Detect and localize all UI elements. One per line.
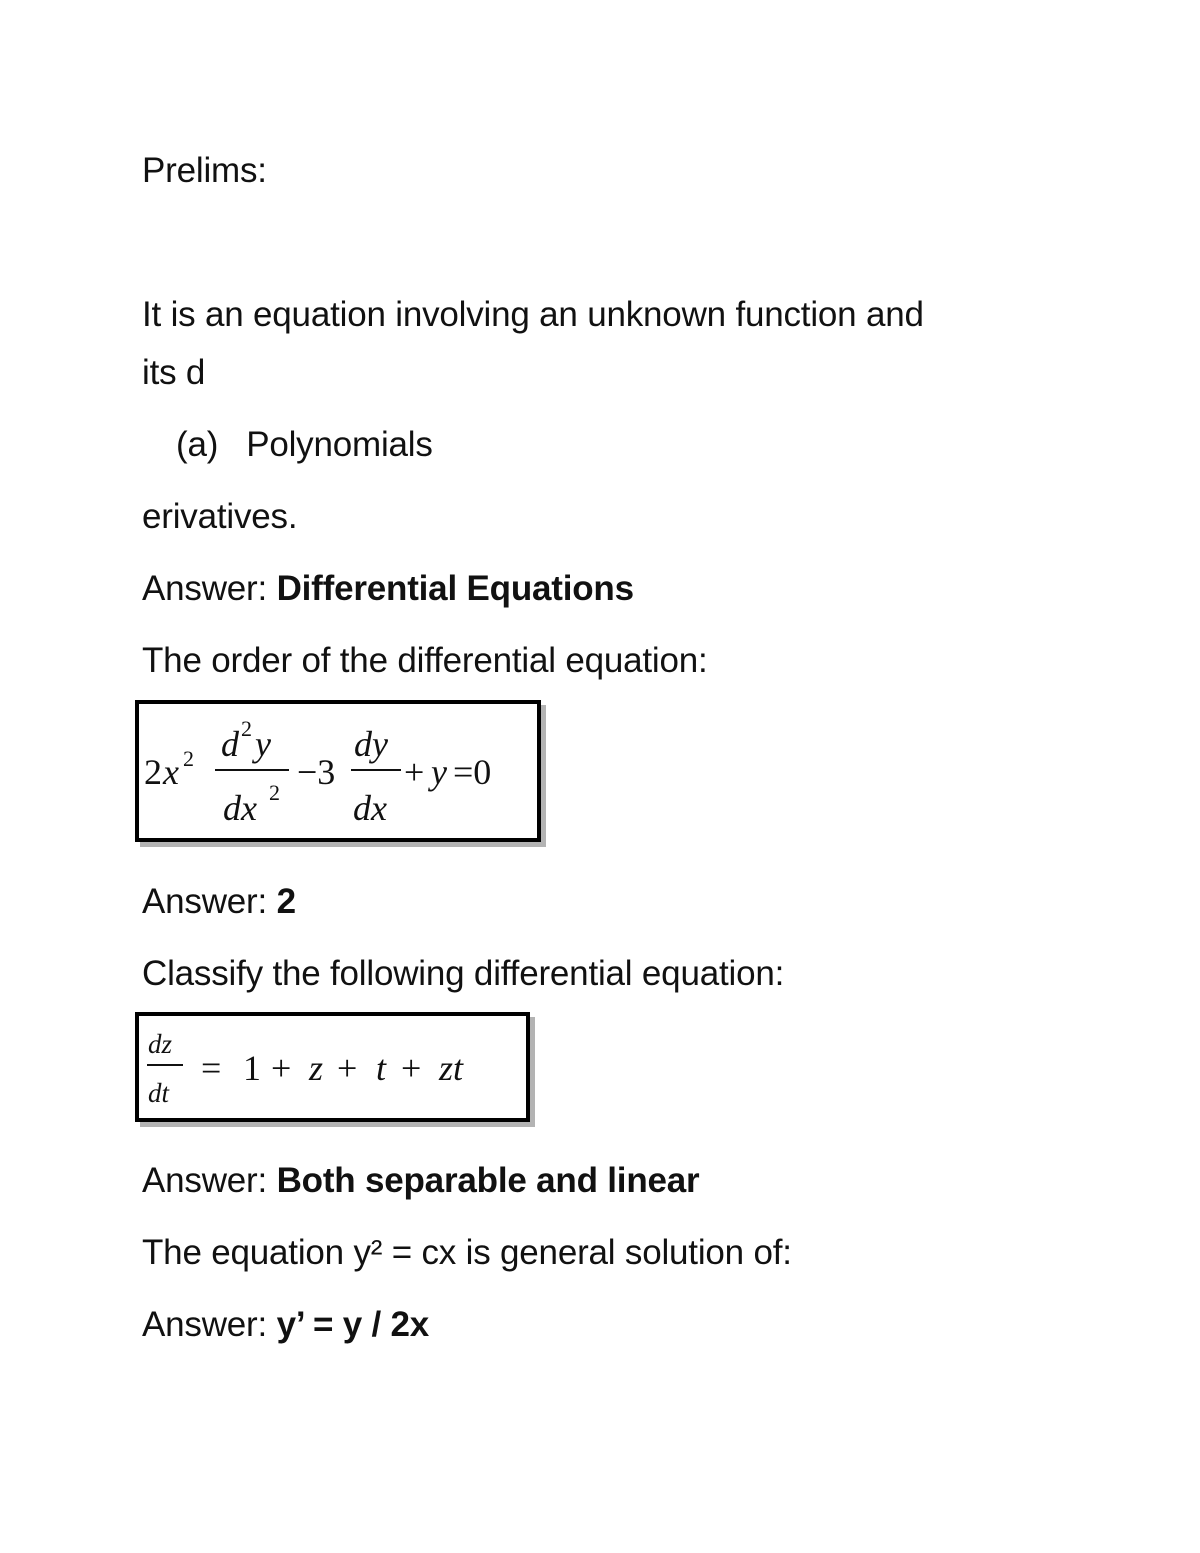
svg-text:2: 2 xyxy=(144,752,162,792)
question-1-answer xyxy=(142,568,634,610)
question-2-answer xyxy=(142,881,296,923)
equation-box-order xyxy=(135,700,541,842)
svg-text:dx: dx xyxy=(223,788,257,828)
svg-text:zt: zt xyxy=(439,1048,464,1088)
answer-value: y’ = y / 2x xyxy=(276,1305,430,1344)
svg-text:z: z xyxy=(309,1048,324,1088)
svg-text:t: t xyxy=(376,1048,387,1088)
answer-value: Both separable and linear xyxy=(276,1161,700,1200)
answer-prefix: Answer: xyxy=(142,1161,277,1200)
answer-prefix: Answer: xyxy=(142,569,277,608)
question-1-option xyxy=(176,424,433,466)
question-2-prompt: The order of the differential equation: xyxy=(142,641,708,680)
svg-text:d: d xyxy=(221,724,239,764)
svg-text:2: 2 xyxy=(183,746,194,771)
question-3-answer xyxy=(142,1160,699,1202)
option-text: Polynomials xyxy=(246,425,433,464)
svg-text:dt: dt xyxy=(148,1078,170,1108)
svg-text:+: + xyxy=(404,752,425,792)
svg-text:=0: =0 xyxy=(453,752,492,792)
question-1-line-2: its d xyxy=(142,353,206,392)
svg-text:dx: dx xyxy=(353,788,387,828)
svg-text:dy: dy xyxy=(354,724,388,764)
svg-text:y: y xyxy=(431,752,447,792)
equation-box-classify xyxy=(135,1012,530,1122)
svg-text:2: 2 xyxy=(269,780,280,805)
svg-text:+: + xyxy=(401,1048,422,1088)
svg-text:dz: dz xyxy=(148,1029,173,1059)
question-1-line-1: It is an equation involving an unknown function and xyxy=(142,295,924,334)
svg-text:1: 1 xyxy=(243,1048,261,1088)
answer-prefix: Answer: xyxy=(142,882,277,921)
question-4-answer xyxy=(142,1304,429,1346)
svg-text:−3: −3 xyxy=(297,752,336,792)
question-3-prompt: Classify the following differential equation: xyxy=(142,954,785,993)
answer-value: Differential Equations xyxy=(276,569,634,608)
svg-text:=: = xyxy=(201,1048,222,1088)
option-label: (a) xyxy=(176,425,219,464)
question-4-prompt: The equation y² = cx is general solution of: xyxy=(142,1233,792,1272)
question-1-line-3: erivatives. xyxy=(142,497,298,536)
equation-image-classify xyxy=(139,1016,526,1118)
svg-text:2: 2 xyxy=(241,716,252,741)
equation-image-order xyxy=(139,704,537,838)
svg-text:+: + xyxy=(337,1048,358,1088)
svg-text:+: + xyxy=(271,1048,292,1088)
answer-prefix: Answer: xyxy=(142,1305,277,1344)
page-heading: Prelims: xyxy=(142,151,267,190)
svg-text:y: y xyxy=(255,724,271,764)
answer-value: 2 xyxy=(276,882,296,921)
svg-text:x: x xyxy=(163,752,179,792)
